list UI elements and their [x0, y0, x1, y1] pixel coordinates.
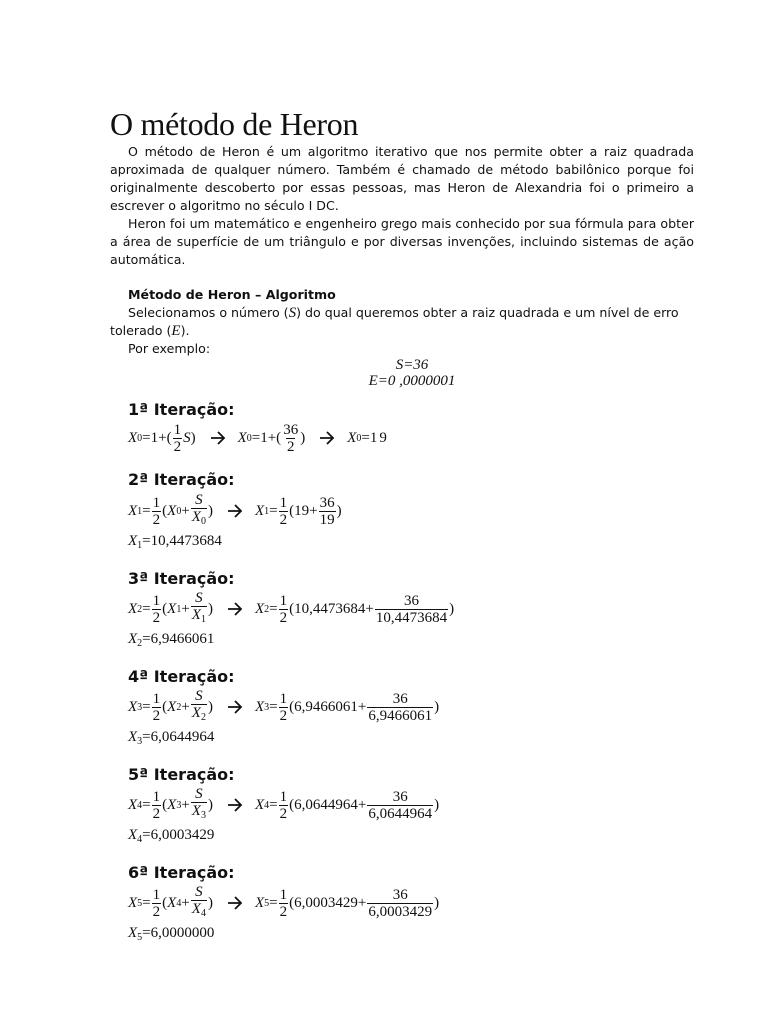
iteration-1-formula: X 0 =1+( $\frac{1}{2}$ S ) X 0 =1+( $\frac{36}{2}$ ) X 0 = 19 [128, 421, 389, 455]
iteration-5-prev-value-denominator: 6,0644964 [368, 805, 433, 822]
iteration-3-result-line: $X_2=6,9466061$ [128, 631, 215, 649]
iteration-3-result: 6,9466061 [150, 631, 215, 647]
iteration-4-result: 6,0644964 [150, 729, 215, 745]
intro-paragraph-2: Heron foi um matemático e engenheiro grego mais conhecido por sua fórmula para obter a área de superfície de um triângulo e por diversas invenções, incluindo sistemas de ação automática. [110, 216, 694, 267]
example-s-text: S=36 [395, 357, 429, 373]
iteration-4-result-line: $X_3=6,0644964$ [128, 729, 215, 747]
iteration-2-prev-value: 19 [294, 502, 310, 519]
arrow-right-icon [319, 431, 335, 445]
example-e-text: E=0 ,0000001 [368, 373, 456, 389]
iteration-2-prev-value-denominator: 19 [319, 511, 335, 528]
iteration-3-prev-value-denominator: 10,4473684 [375, 609, 448, 626]
algorithm-line-1 [128, 304, 679, 322]
iteration-2-result-line: $X_1=10,4473684$ [128, 533, 222, 551]
arrow-right-icon [227, 504, 243, 518]
iteration-6-prev-value-denominator: 6,0003429 [368, 903, 433, 920]
iteration-2-formula: X 1 = $\frac{1}{2}$ ( X 0 + $\frac{S}{X_0}$ ) X 1 = $\frac{1}{2}$ ( 19 + $\frac{36}{19}$ ) [128, 491, 342, 531]
arrow-right-icon [227, 700, 243, 714]
iteration-5-heading: 5ª Iteração: [128, 765, 235, 784]
iteration-1-heading: 1ª Iteração: [128, 400, 235, 419]
iteration-1-s-value: 36 [283, 421, 299, 438]
iteration-1-result: 19 [369, 429, 389, 446]
algorithm-heading: Método de Heron – Algoritmo [128, 287, 336, 302]
iteration-5-formula: X 4 = $\frac{1}{2}$ ( X 3 + $\frac{S}{X_3}$ ) X 4 = $\frac{1}{2}$ ( 6,0644964 + $\frac{36}{6,0644964}$ ) [128, 785, 439, 825]
iteration-4-prev-value-denominator: 6,9466061 [368, 707, 433, 724]
variable-e: E [171, 323, 181, 339]
iteration-3-prev-value: 10,4473684 [294, 600, 366, 617]
example-s [110, 357, 714, 373]
iteration-6-heading: 6ª Iteração: [128, 863, 235, 882]
algorithm-line-1-text-a: Selecionamos o número ( [128, 305, 289, 320]
iteration-6-formula: X 5 = $\frac{1}{2}$ ( X 4 + $\frac{S}{X_4}$ ) X 5 = $\frac{1}{2}$ ( 6,0003429 + $\frac{36}{6,0003429}$ ) [128, 883, 439, 923]
iteration-5-result: 6,0003429 [150, 827, 215, 843]
variable-s: S [288, 305, 297, 321]
example-label: Por exemplo: [128, 341, 211, 356]
algorithm-line-2-text-b: ). [180, 323, 190, 338]
arrow-right-icon [227, 896, 243, 910]
arrow-right-icon [210, 431, 226, 445]
arrow-right-icon [227, 798, 243, 812]
intro-paragraph-1: O método de Heron é um algoritmo iterativo que nos permite obter a raiz quadrada aproximada de qualquer número. Também é chamado de método babilônico porque foi originalmente descoberto por essas pessoas, mas Heron de Alexandria foi o primeiro a escrever o algoritmo no século I DC. [110, 144, 694, 213]
algorithm-line-2-text-a: tolerado ( [110, 323, 172, 338]
iteration-3-formula: X 2 = $\frac{1}{2}$ ( X 1 + $\frac{S}{X_1}$ ) X 2 = $\frac{1}{2}$ ( 10,4473684 + $\frac{36}{10,4473684}$ ) [128, 589, 454, 629]
iteration-2-heading: 2ª Iteração: [128, 470, 235, 489]
algorithm-line-1-text-b: ) do qual queremos obter a raiz quadrada e um nível de erro [296, 305, 679, 320]
iteration-2-result: 10,4473684 [150, 533, 222, 549]
iteration-6-prev-value: 6,0003429 [294, 894, 358, 911]
iteration-6-result: 6,0000000 [150, 925, 215, 941]
iteration-5-result-line: $X_4=6,0003429$ [128, 827, 215, 845]
iteration-4-formula: X 3 = $\frac{1}{2}$ ( X 2 + $\frac{S}{X_2}$ ) X 3 = $\frac{1}{2}$ ( 6,9466061 + $\frac{36}{6,9466061}$ ) [128, 687, 439, 727]
iteration-4-prev-value: 6,9466061 [294, 698, 358, 715]
iteration-5-prev-value: 6,0644964 [294, 796, 358, 813]
iteration-4-heading: 4ª Iteração: [128, 667, 235, 686]
algorithm-line-2 [110, 322, 190, 340]
arrow-right-icon [227, 602, 243, 616]
iteration-6-result-line: $X_5=6,0000000$ [128, 925, 215, 943]
page-title: O método de Heron [110, 106, 359, 142]
example-e [110, 373, 714, 389]
iteration-3-heading: 3ª Iteração: [128, 569, 235, 588]
